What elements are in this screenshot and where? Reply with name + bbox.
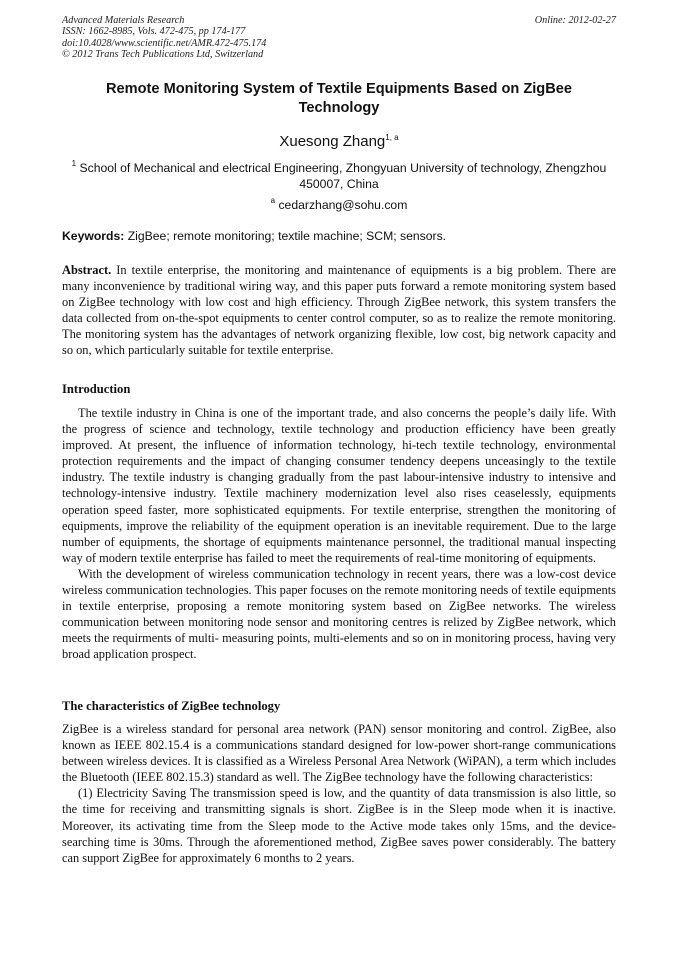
author-name: Xuesong Zhang: [279, 133, 386, 150]
title-line-2: Technology: [298, 100, 380, 116]
introduction-section: [62, 405, 616, 663]
affiliation-text-1: School of Mechanical and electrical Engineering, Zhongyuan University of technology, Zhengzhou: [76, 161, 607, 175]
abstract-text: In textile enterprise, the monitoring and maintenance of equipments is a big problem. There are many inconvenience by traditional wiring way, and this paper puts forward a remote monitoring system based on ZigBee technology with low cost and high efficiency. Through ZigBee network, this system transfers the data collected from on-the-spot equipments to center control computer, so as to realize the remote monitoring. The monitoring system has the advantages of network organizing flexible, low cost, big network capacity and so on, which particularly suitable for textile enterprise.: [62, 263, 616, 358]
keywords-label: Keywords:: [62, 229, 125, 243]
email-superscript: a: [270, 196, 276, 205]
email-address[interactable]: cedarzhang@sohu.com: [275, 198, 408, 212]
author: [62, 129, 616, 151]
characteristics-paragraph-2: (1) Electricity Saving The transmission speed is low, and the quantity of data transmission is also little, so the time for receiving and transmitting signals is short. ZigBee is in the Sleep mode when it is inactive. Moreover, its activating time from the Sleep mode to the Active mode takes only 15ms, and the device-searching time is 30ms. Through the aforementioned method, ZigBee saves power considerably. The battery can support ZigBee for approximately 6 months to 2 years.: [62, 786, 616, 865]
affiliation-text-2: 450007, China: [299, 177, 379, 191]
abstract-paragraph: [62, 262, 616, 359]
introduction-heading: Introduction: [62, 382, 131, 396]
journal-info: [62, 15, 616, 61]
journal-copyright: © 2012 Trans Tech Publications Ltd, Switzerland: [62, 49, 264, 61]
introduction-paragraph-1: The textile industry in China is one of the important trade, and also concerns the people’s daily life. With the progress of science and technology, textile technology and production efficiency have been greatly improved. At present, the influence of information technology, hi-tech textile technology, environmental protection requirements and the impact of changing consumer tendency deepens unceasingly to the textile industry. The textile industry is changing gradually from the past labour-intensive industry to intensive and technology-intensive industry. Textile machinery modernization level also rises ceaselessly, equipments operation speed faster, more sophisticated equipments. For textile enterprise, strengthen the monitoring of equipments, improve the reliability of the equipment operation is an inevitable requirement. Due to the large number of equipments, the shortage of equipments maintenance personnel, the traditional manual inspecting way of modern textile enterprise has failed to meet the requirements of real-time monitoring of equipments.: [62, 406, 616, 565]
journal-issn: ISSN: 1662-8985, Vols. 472-475, pp 174-177: [62, 26, 246, 38]
journal-name: Advanced Materials Research: [62, 15, 185, 26]
characteristics-paragraph-1: ZigBee is a wireless standard for personal area network (PAN) sensor monitoring and control. ZigBee, also known as IEEE 802.15.4 is a communications standard designed for low-power short-range communications between wireless devices. It is classified as a Wireless Personal Area Network (WiPAN), a term which includes the Bluetooth (IEEE 802.15.3) standard as well. The ZigBee technology have the following characteristics:: [62, 722, 616, 785]
affiliation: [62, 156, 616, 192]
author-superscript: 1, a: [385, 133, 399, 142]
title-line-1: Remote Monitoring System of Textile Equipments Based on ZigBee: [106, 81, 572, 97]
affiliation-superscript: 1: [71, 159, 77, 168]
paper-title: [62, 80, 616, 118]
affiliation-line-1: [62, 156, 616, 176]
keywords: [62, 229, 616, 244]
characteristics-heading: The characteristics of ZigBee technology: [62, 699, 281, 713]
keywords-text: ZigBee; remote monitoring; textile machine; SCM; sensors.: [124, 229, 447, 243]
journal-header: [62, 15, 616, 61]
journal-doi: doi:10.4028/www.scientific.net/AMR.472-475.174: [62, 37, 267, 49]
abstract-label: Abstract.: [62, 263, 112, 277]
introduction-paragraph-2: With the development of wireless communication technology in recent years, there was a low-cost device wireless communication technologies. This paper focuses on the remote monitoring needs of textile equipments in textile enterprise, proposing a remote monitoring system based on ZigBee networks. The wireless communication between monitoring node sensor and monitoring centres is relized by ZigBee network, which meets the requirments of multi- measuring points, multi-elements and so on in monitoring process, having very broad application prospect.: [62, 566, 616, 662]
characteristics-section: [62, 721, 616, 866]
abstract: [62, 262, 616, 359]
author-email: [62, 193, 616, 213]
online-date: Online: 2012-02-27: [534, 15, 616, 26]
